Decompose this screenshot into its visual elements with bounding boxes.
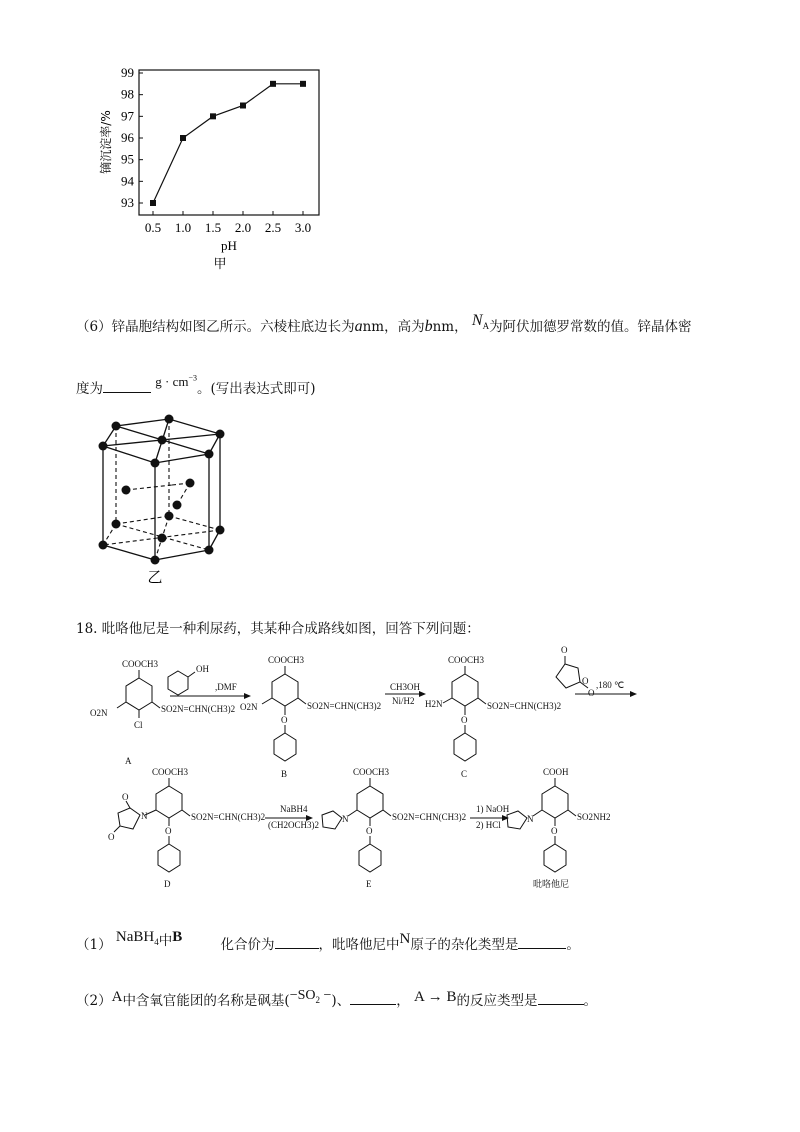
y-tick-label: 98: [121, 86, 134, 102]
sub1-t3: 原子的杂化类型是: [410, 937, 519, 953]
data-point: [300, 81, 306, 87]
nabh4-formula: NaBH$_4$: [115, 929, 159, 947]
dmf: ,DMF: [215, 682, 237, 692]
atom: [99, 541, 108, 550]
B-ester: COOCH3: [268, 655, 305, 665]
chart-caption: 甲: [213, 257, 227, 272]
E-n: N: [342, 814, 349, 824]
A-nitro: O2N: [90, 708, 108, 718]
A-chloro: Cl: [134, 720, 143, 730]
sulfonyl-formula: $-SO_2$ −: [289, 988, 332, 1005]
ch3oh: CH3OH: [390, 682, 421, 692]
series-line: [153, 84, 303, 203]
atom: [205, 450, 214, 459]
atom: [216, 526, 225, 535]
atom: [165, 512, 174, 521]
q6-lead2: 度为: [76, 381, 103, 397]
data-point: [210, 113, 216, 119]
atom: [165, 415, 174, 424]
A-ester: COOCH3: [122, 659, 159, 669]
data-point: [180, 135, 186, 141]
atom: [112, 422, 121, 431]
x-tick-label: 2.0: [234, 220, 252, 235]
q6-line2: [76, 373, 316, 397]
anhydride-o1: O: [561, 645, 568, 655]
C-sulfonyl: SO2N=CHN(CH3)2: [487, 701, 562, 711]
sub1-t2: ，吡咯他尼中: [318, 937, 400, 953]
D-o1: O: [122, 792, 129, 802]
x-tick-label: 2.5: [264, 220, 282, 235]
q6-nm1: nm，高为: [362, 319, 425, 335]
a-to-b: A → B: [414, 989, 457, 1005]
atom: [158, 534, 167, 543]
sub1-line: （1） NaBH$_4$中B 化合价为 ，吡咯他尼中N原子的杂化类型是 。: [76, 929, 580, 953]
hcl: 2) HCl: [476, 820, 501, 830]
sub2-t3: ，: [396, 993, 410, 1009]
F-acid: COOH: [543, 767, 569, 777]
q6-tail: 为阿伏加德罗常数的值。锌晶体密: [489, 319, 692, 335]
dme: (CH2OCH3)2: [268, 820, 319, 830]
y-tick-label: 93: [121, 195, 134, 210]
B-ether-o: O: [281, 715, 288, 725]
B-sulfonyl: SO2N=CHN(CH3)2: [307, 701, 382, 711]
D-ether-o: O: [165, 826, 172, 836]
D-n: N: [141, 811, 148, 821]
C-amine: H2N: [425, 699, 443, 709]
atom: [173, 501, 182, 510]
x-tick-label: 1.5: [204, 220, 222, 235]
answer-blank-functional-group[interactable]: [350, 1004, 396, 1005]
var-NA: $N_A$: [471, 312, 490, 332]
F-ether-o: O: [551, 826, 558, 836]
answer-blank-density[interactable]: [103, 392, 151, 393]
sub2-line: （2）A中含氧官能团的名称是砜基($-SO_2$ −)、 ， A → B的反应类型是 。: [76, 988, 598, 1009]
sub2-num: （2）: [76, 993, 112, 1009]
label-E: E: [366, 879, 372, 889]
answer-blank-b-valence[interactable]: [275, 948, 319, 949]
atom: [122, 486, 131, 495]
data-point: [240, 103, 246, 109]
data-point: [270, 81, 276, 87]
C-ester: COOCH3: [448, 655, 485, 665]
label-piretanide: 吡咯他尼: [533, 880, 570, 890]
x-axis-label: pH: [221, 238, 237, 253]
sub1-t1: 化合价为: [220, 937, 275, 953]
A-sulfonyl: SO2N=CHN(CH3)2: [161, 704, 236, 714]
y-tick-label: 99: [121, 65, 134, 80]
q6-line1: [76, 312, 692, 337]
temp-cond: ,180 ℃: [596, 680, 625, 690]
E-ester: COOCH3: [353, 767, 390, 777]
nabh4: NaBH4: [280, 804, 308, 814]
C-ether-o: O: [461, 715, 468, 725]
anhydride-o3: O: [588, 688, 595, 698]
label-A: A: [125, 756, 132, 766]
x-tick-label: 0.5: [144, 220, 162, 235]
sub1-num: （1）: [76, 937, 112, 953]
atom: [158, 436, 167, 445]
answer-blank-hybridization[interactable]: [518, 948, 566, 949]
sub2-t2: )、: [331, 993, 351, 1009]
element-B: B: [172, 929, 183, 945]
var-b: b: [424, 318, 433, 335]
ni-h2: Ni/H2: [392, 696, 415, 706]
atom: [151, 556, 160, 565]
plot-frame: [139, 70, 319, 215]
label-C: C: [461, 769, 468, 779]
q6-nm2: nm，: [432, 319, 468, 335]
naoh: 1) NaOH: [476, 804, 510, 814]
y-tick-label: 95: [121, 151, 134, 167]
q6-lead: （6）锌晶胞结构如图乙所示。六棱柱底边长为: [76, 319, 355, 335]
atom: [112, 520, 121, 529]
y-axis-label: 镝沉淀率/%: [99, 110, 113, 174]
x-tick-label: 3.0: [294, 220, 312, 235]
E-sulfonyl: SO2N=CHN(CH3)2: [392, 812, 467, 822]
sub1-zhong: 中: [158, 933, 173, 949]
answer-blank-reaction-type[interactable]: [538, 1004, 584, 1005]
q18-stem: 18. 吡咯他尼是一种利尿药，其某种合成路线如图，回答下列问题：: [76, 621, 480, 637]
atom: [99, 442, 108, 451]
D-ester: COOCH3: [152, 767, 189, 777]
synthesis-scheme: [80, 645, 640, 895]
F-n: N: [527, 814, 534, 824]
F-sulfonamide: SO2NH2: [577, 812, 611, 822]
data-point: [150, 200, 156, 206]
D-o2: O: [108, 832, 115, 842]
atom: [205, 546, 214, 555]
atom: [216, 430, 225, 439]
atom: [151, 459, 160, 468]
precipitation-rate-chart: [90, 60, 330, 275]
atom: [186, 479, 195, 488]
label-B: B: [281, 769, 288, 779]
x-tick-label: 1.0: [174, 220, 192, 235]
sub2-t1: 中含氧官能团的名称是砜基(: [122, 993, 290, 1009]
y-tick-label: 96: [121, 130, 134, 145]
y-tick-label: 94: [121, 173, 134, 189]
q6-tail2: 。(写出表达式即可): [197, 381, 316, 397]
label-D: D: [164, 879, 171, 889]
sub2-t4: 的反应类型是: [456, 993, 538, 1009]
E-ether-o: O: [366, 826, 373, 836]
B-nitro: O2N: [240, 702, 258, 712]
element-N: N: [399, 931, 411, 947]
zinc-unit-cell-diagram: [90, 408, 240, 588]
compound-A: A: [111, 989, 123, 1005]
density-unit: $g \cdot cm^{-3}$: [155, 373, 198, 389]
y-tick-label: 97: [121, 108, 134, 124]
crystal-caption: 乙: [147, 568, 163, 586]
D-sulfonyl: SO2N=CHN(CH3)2: [191, 812, 266, 822]
var-a: a: [354, 318, 363, 335]
anhydride-o2: O: [582, 676, 589, 686]
phenol-oh: OH: [196, 664, 209, 674]
